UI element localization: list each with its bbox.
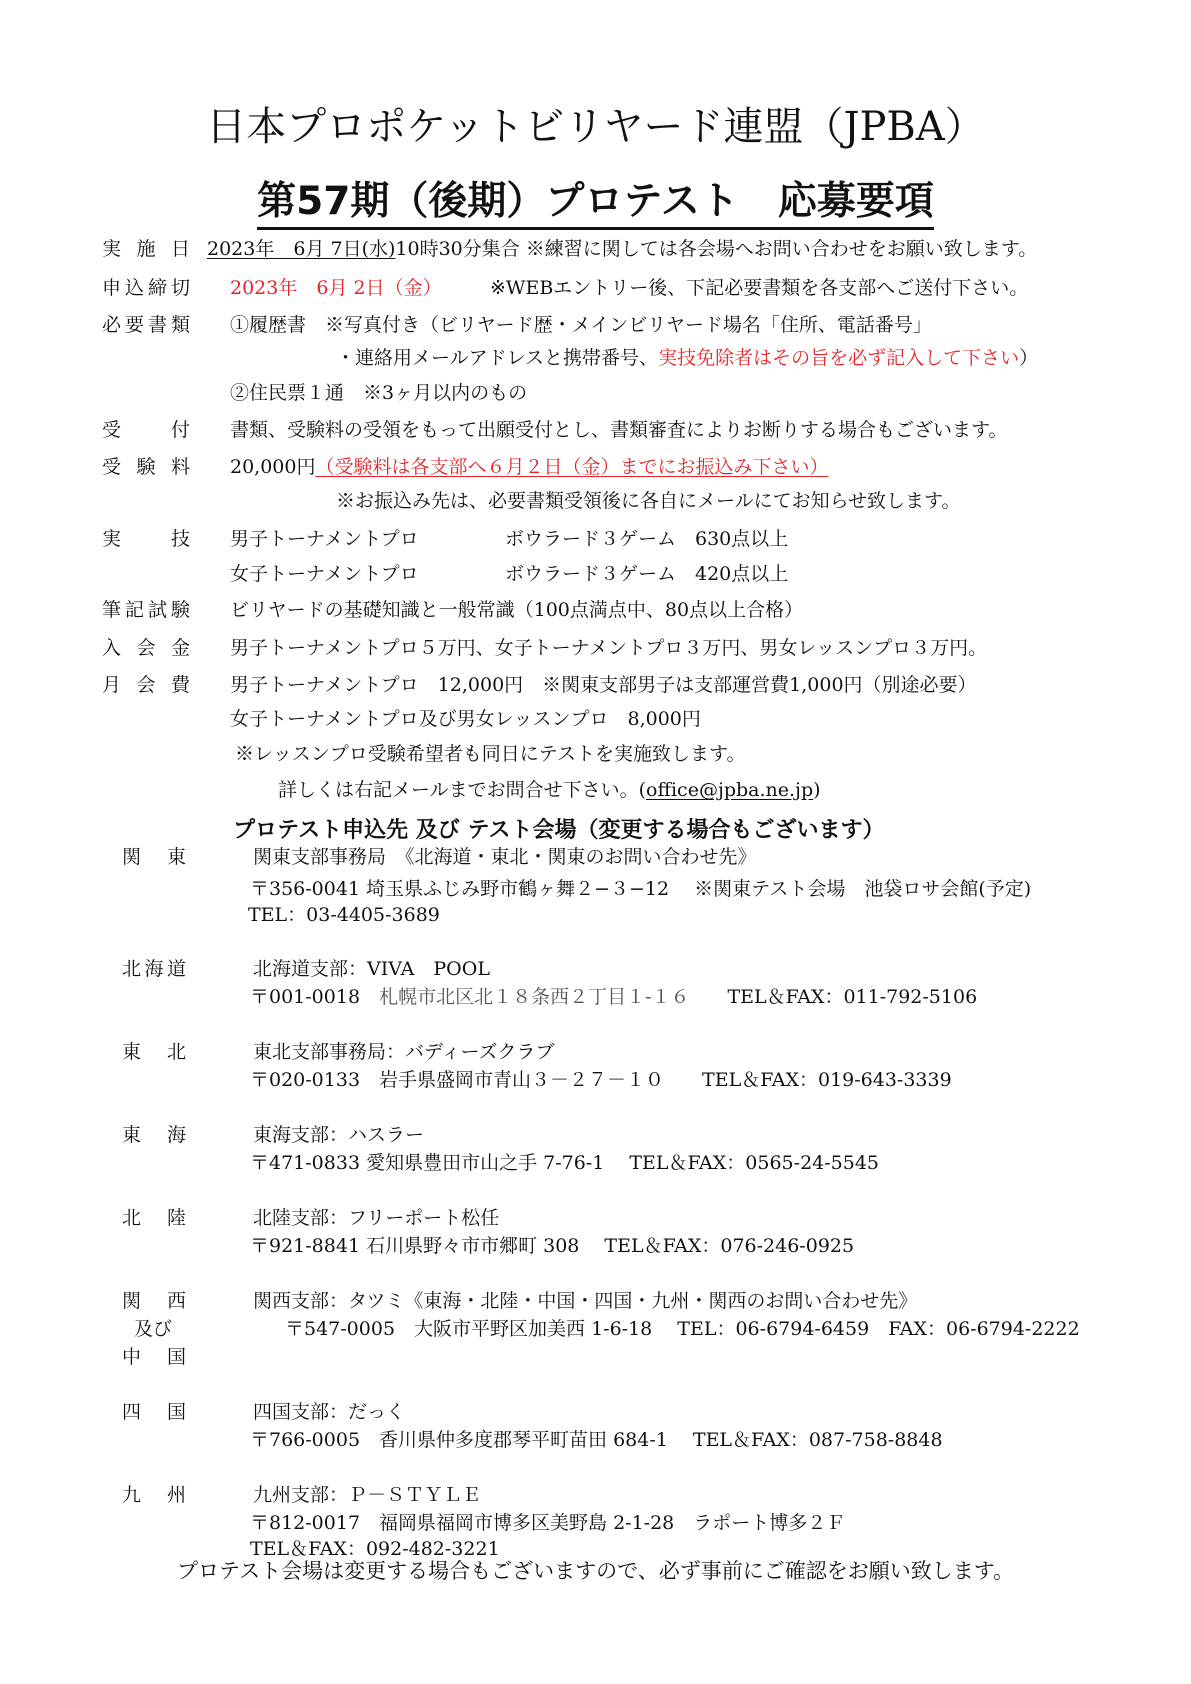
region-chugoku-label: 中国 xyxy=(122,1346,186,1368)
section-title: プロテスト申込先 及び テスト会場（変更する場合もございます） xyxy=(233,818,885,843)
monthly-line1: 男子トーナメントプロ 12,000円 ※関東支部男子は支部運営費1,000円（別途必要） xyxy=(230,674,977,696)
page-title: 日本プロポケットビリヤード連盟（JPBA） xyxy=(206,104,985,150)
hokkaido-zip: 〒001-0018 xyxy=(250,986,361,1008)
reception-text: 書類、受験料の受領をもって出願受付とし、書類審査によりお断りする場合もございます。 xyxy=(230,419,1008,441)
region-hokuriku-label: 北陸 xyxy=(122,1207,186,1229)
hokuriku-line2: 〒921-8841 石川県野々市市郷町 308 TEL＆FAX：076-246-0925 xyxy=(250,1235,855,1257)
test-date-note: 10時30分集合 ※練習に関しては各会場へお問い合わせをお願い致します。 xyxy=(395,238,1038,260)
fee-note: （受験料は各支部へ６月２日（金）までにお振込み下さい） xyxy=(315,456,829,478)
docs-line2-red: 実技免除者はその旨を必ず記入して下さい xyxy=(658,347,1020,369)
label-written: 筆記試験 xyxy=(102,599,190,621)
entry-text: 男子トーナメントプロ５万円、女子トーナメントプロ３万円、男女レッスンプロ３万円。 xyxy=(230,637,988,659)
footer-note: プロテスト会場は変更する場合もございますので、必ず事前にご確認をお願い致します。 xyxy=(176,1559,1015,1583)
kansai-line1: 関西支部：タツミ《東海・北陸・中国・四国・九州・関西のお問い合わせ先》 xyxy=(253,1290,918,1312)
fee-line1 xyxy=(230,458,829,477)
fee-line2: ※お振込み先は、必要書類受領後に各自にメールにてお知らせ致します。 xyxy=(336,490,961,512)
monthly-line4 xyxy=(278,781,821,800)
kyushu-line1: 九州支部：Ｐ－ＳＴＹＬＥ xyxy=(253,1484,482,1506)
label-date: 実施日 xyxy=(102,238,190,260)
region-kyushu-label: 九州 xyxy=(122,1484,186,1506)
region-tokai-label: 東海 xyxy=(122,1124,186,1146)
kanto-line1: 関東支部事務局 《北海道・東北・関東のお問い合わせ先》 xyxy=(253,846,757,868)
hokuriku-line1: 北陸支部：フリーポート松任 xyxy=(253,1207,500,1229)
deadline-note: ※WEBエントリー後、下記必要書類を各支部へご送付下さい。 xyxy=(490,277,1029,299)
docs-line3: ②住民票１通 ※3ヶ月以内のもの xyxy=(230,382,528,404)
tokai-line1: 東海支部：ハスラー xyxy=(253,1124,425,1146)
tokai-line2: 〒471-0833 愛知県豊田市山之手 7-76-1 TEL＆FAX：0565-24-5545 xyxy=(250,1152,880,1174)
hokkaido-line2 xyxy=(250,988,977,1007)
practical-men-req: ボウラード３ゲーム 630点以上 xyxy=(505,528,789,550)
test-date xyxy=(207,240,1037,259)
contact-close: ) xyxy=(813,779,821,801)
kyushu-line3: TEL＆FAX：092-482-3221 xyxy=(250,1538,500,1560)
written-text: ビリヤードの基礎知識と一般常識（100点満点中、80点以上合格） xyxy=(230,599,804,621)
practical-women-req: ボウラード３ゲーム 420点以上 xyxy=(505,563,789,585)
region-kansai-label: 関西 xyxy=(122,1290,186,1312)
practical-women-name: 女子トーナメントプロ xyxy=(230,563,419,585)
tohoku-line2: 〒020-0133 岩手県盛岡市青山３－２７－１０ TEL＆FAX：019-643-3339 xyxy=(250,1069,952,1091)
monthly-line2: 女子トーナメントプロ及び男女レッスンプロ 8,000円 xyxy=(230,708,701,730)
region-hokkaido-label: 北海道 xyxy=(122,958,186,980)
label-docs: 必要書類 xyxy=(102,314,190,336)
region-kansai-and: 及び xyxy=(134,1318,173,1340)
hokkaido-line1: 北海道支部：VIVA POOL xyxy=(253,958,490,980)
contact-email-link[interactable]: office@jpba.ne.jp xyxy=(646,779,814,801)
kanto-line3: TEL：03-4405-3689 xyxy=(248,904,440,926)
monthly-line3: ※レッスンプロ受験希望者も同日にテストを実施致します。 xyxy=(235,743,746,765)
kyushu-line2: 〒812-0017 福岡県福岡市博多区美野島 2-1-28 ラポート博多２Ｆ xyxy=(250,1512,846,1534)
kansai-line2: 〒547-0005 大阪市平野区加美西 1-6-18 TEL：06-6794-6459 FAX：06-6794-2222 xyxy=(285,1318,1080,1340)
label-practical: 実技 xyxy=(102,528,190,550)
shikoku-line1: 四国支部：だっく xyxy=(253,1401,406,1423)
docs-line2 xyxy=(336,349,1038,368)
label-monthly: 月会費 xyxy=(102,674,190,696)
docs-line1: ①履歴書 ※写真付き（ビリヤード歴・メインビリヤード場名「住所、電話番号」 xyxy=(230,314,932,336)
label-entry: 入会金 xyxy=(102,637,190,659)
shikoku-line2: 〒766-0005 香川県仲多度郡琴平町苗田 684-1 TEL＆FAX：087-758-8848 xyxy=(250,1429,943,1451)
test-date-value: 2023年 6月 7日(水) xyxy=(207,238,396,260)
page-subtitle xyxy=(0,170,1191,226)
docs-line2-c: ） xyxy=(1019,347,1039,369)
docs-line2-a: ・連絡用メールアドレスと携帯番号、 xyxy=(336,347,659,369)
hokkaido-address: 札幌市北区北１８条西２丁目１-１６ xyxy=(379,986,690,1008)
region-tohoku-label: 東北 xyxy=(122,1041,186,1063)
fee-amount: 20,000円 xyxy=(230,456,316,478)
label-fee: 受験料 xyxy=(102,456,190,478)
contact-note: 詳しくは右記メールまでお問合せ下さい。( xyxy=(278,779,647,801)
region-kanto-label: 関東 xyxy=(122,846,186,868)
label-reception: 受付 xyxy=(102,419,190,441)
deadline-date: 2023年 6月 2日（金） xyxy=(230,277,442,299)
subtitle-text: 第57期（後期）プロテスト 応募要項 xyxy=(257,179,934,230)
kanto-line2: 〒356-0041 埼玉県ふじみ野市鶴ヶ舞２−３−12 ※関東テスト会場 池袋ロサ会館(予定) xyxy=(250,878,1032,900)
practical-men-name: 男子トーナメントプロ xyxy=(230,528,419,550)
hokkaido-tel: TEL＆FAX：011-792-5106 xyxy=(727,986,978,1008)
tohoku-line1: 東北支部事務局：バディーズクラブ xyxy=(253,1041,555,1063)
label-deadline: 申込締切 xyxy=(102,277,190,299)
region-shikoku-label: 四国 xyxy=(122,1401,186,1423)
